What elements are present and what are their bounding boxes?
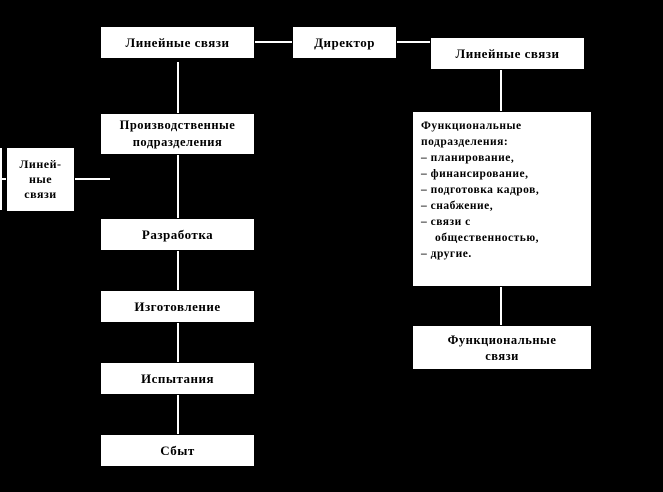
box-development xyxy=(100,218,255,251)
box-sales xyxy=(100,434,255,467)
connector-vertical-side-label xyxy=(0,148,2,210)
box-functional-links xyxy=(412,325,592,370)
box-production-units-line-2: подразделения xyxy=(132,135,223,149)
box-manufacturing-label: Изготовление xyxy=(134,298,221,314)
functional-units-item-4: – снабжение, xyxy=(421,200,494,212)
functional-units-item-1: – планирование, xyxy=(421,152,515,164)
box-linear-links-side-line-3: связи xyxy=(24,187,57,201)
box-sales-label: Сбыт xyxy=(160,442,195,458)
box-director-label: Директор xyxy=(314,34,375,50)
functional-units-item-6: общественностью, xyxy=(435,232,540,244)
functional-units-heading-line-2: подразделения: xyxy=(421,136,509,148)
functional-units-item-2: – финансирование, xyxy=(421,168,529,180)
box-functional-units xyxy=(412,111,592,287)
box-production-units xyxy=(100,113,255,155)
box-functional-links-line-2: связи xyxy=(485,348,519,363)
functional-units-heading-line-1: Функциональные xyxy=(421,120,522,132)
box-testing xyxy=(100,362,255,395)
box-functional-links-line-1: Функциональные xyxy=(447,332,557,347)
box-production-units-line-1: Производственные xyxy=(119,118,236,132)
box-linear-links-side-line-1: Линей- xyxy=(19,157,62,171)
box-development-label: Разработка xyxy=(141,226,214,242)
box-linear-links-left xyxy=(100,26,255,59)
box-linear-links-right-label: Линейные связи xyxy=(455,45,560,61)
box-manufacturing xyxy=(100,290,255,323)
box-linear-links-left-label: Линейные связи xyxy=(125,34,230,50)
box-linear-links-side xyxy=(6,147,75,212)
functional-units-item-3: – подготовка кадров, xyxy=(421,184,540,196)
box-testing-label: Испытания xyxy=(140,370,215,386)
box-linear-links-side-line-2: ные xyxy=(28,172,53,186)
functional-units-item-7: – другие. xyxy=(421,248,472,260)
box-linear-links-right xyxy=(430,37,585,70)
functional-units-item-5: – связи с xyxy=(421,216,471,228)
box-director xyxy=(292,26,397,59)
